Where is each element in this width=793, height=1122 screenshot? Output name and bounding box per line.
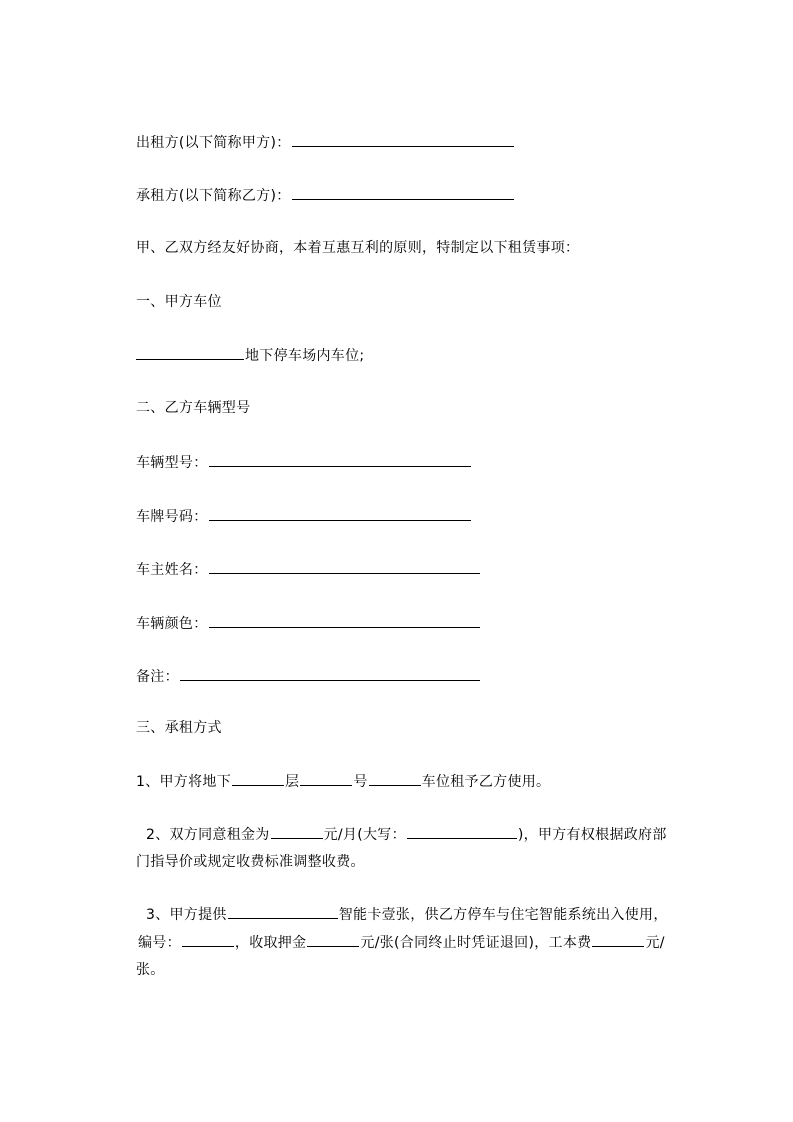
- vehicle-color-blank[interactable]: [209, 613, 480, 628]
- plate-number-label: 车牌号码：: [136, 509, 208, 525]
- section1-heading: 一、甲方车位: [136, 294, 222, 310]
- parking-location-suffix: 地下停车场内车位;: [245, 348, 365, 364]
- rent-amount-blank[interactable]: [271, 824, 323, 839]
- remark-line: [136, 666, 481, 686]
- item1-text-3: 号: [353, 774, 368, 790]
- lessor-label: 出租方(以下简称甲方)：: [136, 135, 291, 151]
- item1-text-4: 车位租予乙方使用。: [421, 774, 551, 790]
- section3-heading: 三、承租方式: [136, 720, 222, 736]
- card-type-blank[interactable]: [228, 904, 338, 919]
- remark-label: 备注：: [136, 669, 179, 685]
- parking-location-line: [136, 345, 364, 365]
- item3-text-4: ，收取押金: [234, 935, 307, 951]
- card-number-blank[interactable]: [182, 932, 234, 947]
- section2-heading: 二、乙方车辆型号: [136, 400, 251, 416]
- item3-line-3: 张。: [136, 962, 165, 978]
- intro-paragraph: 甲、乙双方经友好协商，本着互惠互利的原则，特制定以下租赁事项：: [136, 240, 580, 256]
- item2-line-1: [146, 824, 667, 844]
- item3-line-1: [146, 904, 668, 924]
- owner-name-label: 车主姓名：: [136, 562, 208, 578]
- item3-text-1: 3、甲方提供: [146, 907, 227, 923]
- vehicle-color-label: 车辆颜色：: [136, 616, 208, 632]
- deposit-blank[interactable]: [307, 932, 359, 947]
- parking-location-blank[interactable]: [136, 345, 244, 360]
- item2-text-3: )，甲方有权根据政府部: [517, 827, 667, 843]
- item2-text-2: 元/月(大写：: [323, 827, 406, 843]
- item3-text-2: 智能卡壹张，供乙方停车与住宅智能系统出入使用，: [338, 907, 668, 923]
- lessee-blank[interactable]: [292, 185, 514, 200]
- item3-text-6: 元/: [645, 935, 665, 951]
- owner-name-blank[interactable]: [209, 559, 480, 574]
- vehicle-model-label: 车辆型号：: [136, 455, 208, 471]
- card-fee-blank[interactable]: [592, 932, 644, 947]
- item3-line-2: [138, 932, 665, 952]
- lessor-line: [136, 132, 515, 152]
- lessee-label: 承租方(以下简称乙方)：: [136, 188, 291, 204]
- floor-blank[interactable]: [232, 771, 284, 786]
- space-type-blank[interactable]: [369, 771, 421, 786]
- item2-text-1: 2、双方同意租金为: [146, 827, 270, 843]
- item1-text-1: 1、甲方将地下: [136, 774, 232, 790]
- item1-line: [136, 771, 550, 791]
- remark-blank[interactable]: [180, 666, 480, 681]
- item3-text-3: 编号：: [138, 935, 181, 951]
- lessor-blank[interactable]: [292, 132, 514, 147]
- vehicle-model-blank[interactable]: [209, 452, 471, 467]
- item3-text-5: 元/张(合同终止时凭证退回)，工本费: [360, 935, 592, 951]
- lessee-line: [136, 185, 515, 205]
- plate-number-blank[interactable]: [209, 506, 471, 521]
- item2-line-2: 门指导价或规定收费标准调整收费。: [136, 854, 365, 870]
- vehicle-color-line: [136, 613, 481, 633]
- owner-name-line: [136, 559, 481, 579]
- item1-text-2: 层: [285, 774, 300, 790]
- vehicle-model-line: [136, 452, 472, 472]
- space-number-blank[interactable]: [300, 771, 352, 786]
- plate-number-line: [136, 506, 472, 526]
- rent-amount-words-blank[interactable]: [407, 824, 517, 839]
